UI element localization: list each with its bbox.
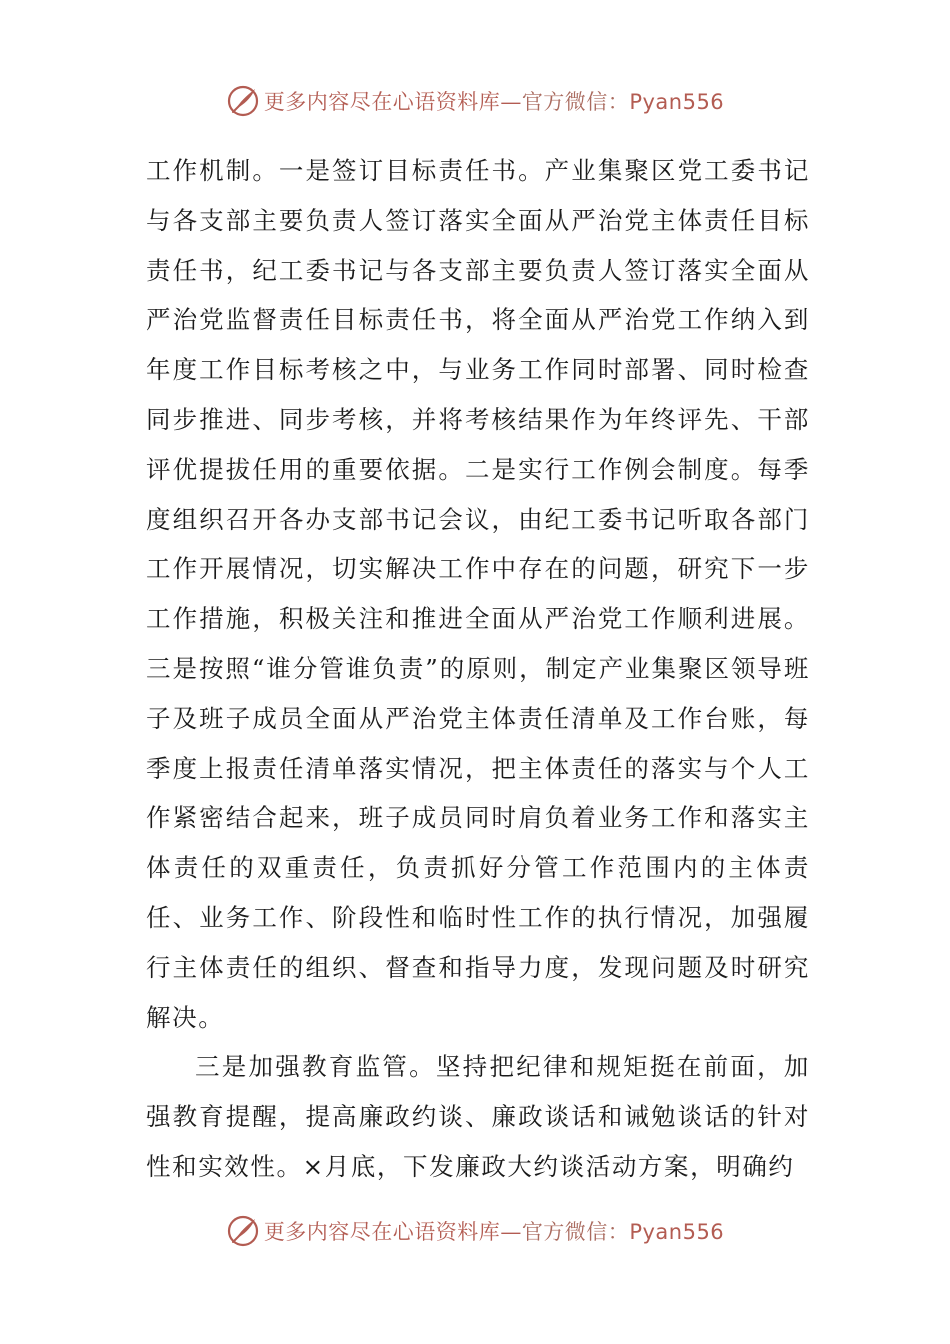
watermark-dash: — [500,90,522,114]
document-body [146,146,810,1192]
watermark-text [264,1216,724,1246]
body-paragraph: 工作机制。一是签订目标责任书。产业集聚区党工委书记与各支部主要负责人签订落实全面从严治党主体责任目标责任书，纪工委书记与各支部主要负责人签订落实全面从严治党监督责任目标责任书，将全面从严治党工作纳入到年度工作目标考核之中，与业务工作同时部署、同时检查同步推进、同步考核，并将考核结果作为年终评先、干部评优提拔任用的重要依据。二是实行工作例会制度。每季度组织召开各办支部书记会议，由纪工委书记听取各部门工作开展情况，切实解决工作中存在的问题，研究下一步工作措施，积极关注和推进全面从严治党工作顺利进展。三是按照“谁分管谁负责”的原则，制定产业集聚区领导班子及班子成员全面从严治党主体责任清单及工作台账，每季度上报责任清单落实情况，把主体责任的落实与个人工作紧密结合起来，班子成员同时肩负着业务工作和落实主体责任的双重责任，负责抓好分管工作范围内的主体责任、业务工作、阶段性和临时性工作的执行情况，加强履行主体责任的组织、督查和指导力度，发现问题及时研究解决。 [146,156,810,1032]
quill-logo-icon [226,1214,260,1248]
header-watermark [0,76,950,126]
watermark-text [264,86,724,116]
watermark-wechat-label: 官方微信： [521,1220,630,1244]
quill-logo-icon [226,84,260,118]
watermark-main: 更多内容尽在心语资料库 [263,1220,501,1244]
watermark-main: 更多内容尽在心语资料库 [263,90,501,114]
footer-watermark [0,1206,950,1256]
watermark-dash: — [500,1220,522,1244]
watermark-wechat-id: Pyan556 [629,90,725,114]
watermark-wechat-label: 官方微信： [521,90,630,114]
body-paragraph: 三是加强教育监管。坚持把纪律和规矩挺在前面，加强教育提醒，提高廉政约谈、廉政谈话和诫勉谈话的针对性和实效性。×月底，下发廉政大约谈活动方案，明确约 [146,1052,810,1181]
watermark-wechat-id: Pyan556 [629,1220,725,1244]
